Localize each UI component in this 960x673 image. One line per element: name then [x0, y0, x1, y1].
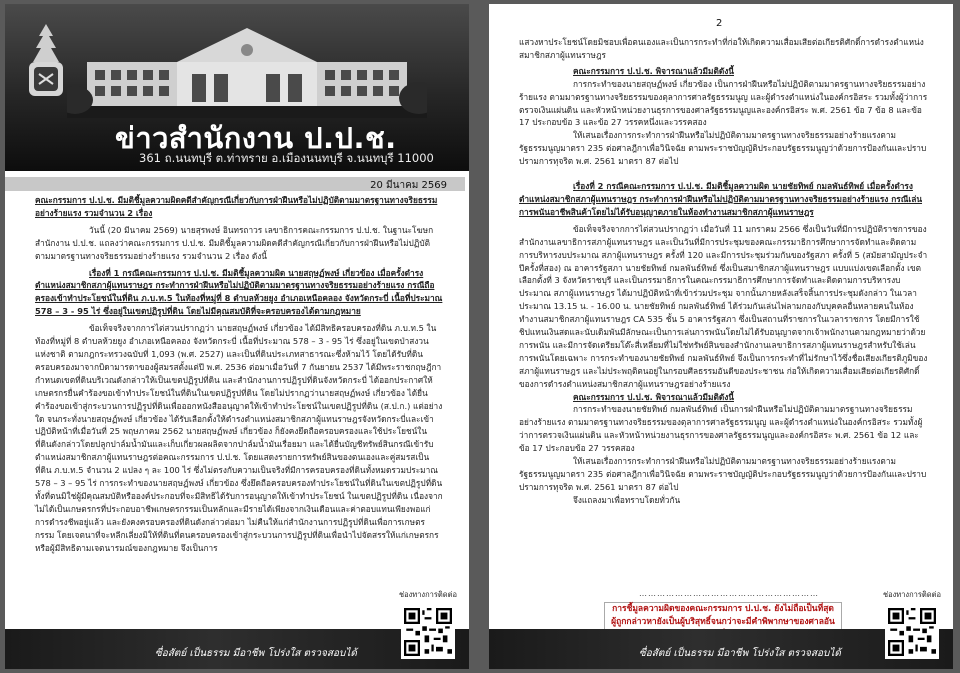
disclaimer-line-two: ผู้ถูกกล่าวหายังเป็นผู้บริสุทธิ์จนกว่าจะมีคำพิพากษาของศาลอัน	[611, 617, 835, 627]
case-two-title: เรื่องที่ 2 กรณีคณะกรรมการ ป.ป.ช. มีมติชี้มูลความผิด นายชัยทิพย์ กมลพันธ์ทิพย์ เมื่อครั้งดำรงตำแหน่งสมาชิกสภาผู้แทนราษฎร กระทำการฝ่าฝืนหรือไม่ปฏิบัติตามมาตรฐานทางจริยธรรมอย่างร้ายแรง กรณีเล่นการพนันอาชีพสินค้าโดยไม่ได้รับอนุญาตภายในห้องทำงานสมาชิกสภาผู้แทนราษฎร	[519, 181, 923, 217]
continued-text: แสวงหาประโยชน์โดยมิชอบเพื่อตนเองและเป็นการกระทำที่ก่อให้เกิดความเสื่อมเสียต่อเกียรติศักดิ์การดำรงตำแหน่งสมาชิกสภาผู้แทนราษฎร	[519, 37, 924, 60]
header-title: ข่าวสำนักงาน ป.ป.ช.	[115, 121, 397, 155]
case-two-result-heading: คณะกรรมการ ป.ป.ช. พิจารณาแล้วมีมติดังนี้	[573, 391, 734, 402]
page-two	[489, 4, 953, 669]
page-one	[5, 4, 469, 669]
headline: คณะกรรมการ ป.ป.ช. มีมติชี้มูลความผิดคดีสำคัญกรณีเกี่ยวกับการฝ่าฝืนหรือไม่ปฏิบัติตามมาตรฐานทางจริยธรรมอย่างร้ายแรง รวมจำนวน 2 เรื่อง	[35, 195, 438, 218]
intro-paragraph: วันนี้ (20 มีนาคม 2569) นายสุรพงษ์ อินทรถาวร เลขาธิการคณะกรรมการ ป.ป.ช. ในฐานะโฆษกสำนักงาน ป.ป.ช. แถลงว่าคณะกรรมการ ป.ป.ช. มีมติชี้มูลความผิดคดีสำคัญกรณีเกี่ยวกับการฝ่าฝืนหรือไม่ปฏิบัติตามมาตรฐานทางจริยธรรมอย่างร้ายแรง รวมจำนวน 2 เรื่อง ดังนี้	[35, 224, 434, 261]
case-one-title: เรื่องที่ 1 กรณีคณะกรรมการ ป.ป.ช. มีมติชี้มูลความผิด นายสฤษฏ์พงษ์ เกี่ยวข้อง เมื่อครั้งดำรงตำแหน่งสมาชิกสภาผู้แทนราษฎร กระทำการฝ่าฝืนหรือไม่ปฏิบัติตามมาตรฐานทางจริยธรรมอย่างร้ายแรง กรณีถือครองเข้าทำประโยชน์ในที่ดิน ภ.บ.ท.5 ในท้องที่หมู่ที่ 8 ตำบลห้วยยูง อำเภอเหนือคลอง จังหวัดกระบี่ เนื้อที่ประมาณ 578 – 3 - 95 ไร่ ซึ่งอยู่ในเขตปฏิรูปที่ดิน โดยไม่มีคุณสมบัติที่จะครอบครองได้ตามกฎหมาย	[35, 267, 443, 317]
qr-label: ช่องทางการติดต่อ	[399, 590, 457, 599]
qr-code-icon	[885, 605, 939, 659]
qr-code-contact[interactable]	[401, 605, 457, 663]
case-two-body: ข้อเท็จจริงจากการไต่สวนปรากฏว่า เมื่อวันที่ 11 มกราคม 2566 ซึ่งเป็นวันที่มีการปฏิบัติราชการของสำนักงานเลขาธิการสภาผู้แทนราษฎร และเป็นวันที่มีการประชุมของคณะกรรมาธิการศึกษาการจัดทำและติดตามการบริหารงบประมาณ สภาผู้แทนราษฎร ครั้งที่ 120 และมีการประชุมร่วมกันของรัฐสภา ครั้งที่ 5 (สมัยสามัญประจำปีครั้งที่สอง) ณ อาคารรัฐสภา นายชัยทิพย์ กมลพันธ์ทิพย์ ซึ่งเป็นสมาชิกสภาผู้แทนราษฎร แบบแบ่งเขตเลือกตั้ง เขตเลือกตั้งที่ 3 จังหวัดราชบุรี และเป็นกรรมาธิการในคณะกรรมาธิการศึกษาการจัดทำและติดตามการบริหารงบประมาณ สภาผู้แทนราษฎร ได้มาปฏิบัติหน้าที่เข้าร่วมประชุม จากนั้นภายหลังเสร็จสิ้นการประชุมดังกล่าว ในเวลาประมาณ 13.15 น. - 16.00 น. นายชัยทิพย์ กมลพันธ์ทิพย์ ได้ร่วมกันเล่นไพ่ลามกองกับบุคคลอื่นหลายคนในห้องทำงานสมาชิกสภาผู้แทนราษฎร CA 535 ชั้น 5 อาคารรัฐสภา ซึ่งเป็นสถานที่ราชการในเวลาราชการ โดยมีการใช้ชิปแทนเงินสดและนับเดิมพันมีลักษณะเป็นการเล่นการพนันโดยไม่ได้รับอนุญาตจากเจ้าพนักงานตามกฎหมายว่าด้วยการพนัน และมีการจัดเตรียมโต๊ะสี่เหลี่ยมที่ไม่ใช่ทรัพย์สินของสำนักงานเลขาธิการสภาผู้แทนราษฎรสำหรับใช้เล่นการพนันโดยเฉพาะ การกระทำของนายชัยทิพย์ กมลพันธ์ทิพย์ จึงเป็นการกระทำที่ไม่รักษาไว้ซึ่งชื่อเสียงเกียรติภูมิของสภาผู้แทนราษฎร และไม่ประพฤติตนอยู่ในกรอบศีลธรรมอันดีของประชาชน ก่อให้เกิดความเสื่อมเสียต่อเกียรติศักดิ์ของการดำรงตำแหน่งสมาชิกสภาผู้แทนราษฎรอย่างร้ายแรง	[519, 223, 928, 389]
qr-label: ช่องทางการติดต่อ	[883, 590, 941, 599]
nacc-emblem-icon	[23, 22, 69, 102]
page-two-body	[519, 36, 929, 507]
qr-code-contact[interactable]	[885, 605, 941, 663]
footer-bar	[489, 629, 953, 669]
release-date: 20 มีนาคม 2569	[370, 180, 447, 191]
page-number: 2	[716, 18, 723, 29]
date-bar	[5, 177, 465, 191]
footer-slogan: ซื่อสัตย์ เป็นธรรม มีอาชีพ โปร่งใส ตรวจสอบได้	[155, 648, 357, 659]
header-banner	[5, 4, 469, 171]
disclaimer-line-one: การชี้มูลความผิดของคณะกรรมการ ป.ป.ช. ยังไม่ถือเป็นที่สุด	[612, 604, 834, 614]
case-two-referral: ให้เสนอเรื่องการกระทำการฝ่าฝืนหรือไม่ปฏิบัติตามมาตรฐานทางจริยธรรมอย่างร้ายแรงตามรัฐธรรมนูญมาตรา 235 ต่อศาลฎีกาเพื่อวินิจฉัย ตามพระราชบัญญัติประกอบรัฐธรรมนูญว่าด้วยการป้องกันและปราบปรามการทุจริต พ.ศ. 2561 มาตรา 87 ต่อไป	[519, 456, 927, 492]
footer-slogan: ซื่อสัตย์ เป็นธรรม มีอาชีพ โปร่งใส ตรวจสอบได้	[639, 648, 841, 659]
separator-dots: ……………………………………………………	[639, 589, 819, 598]
qr-code-icon	[401, 605, 455, 659]
case-one-result: การกระทำของนายสฤษฏ์พงษ์ เกี่ยวข้อง เป็นการฝ่าฝืนหรือไม่ปฏิบัติตามมาตรฐานทางจริยธรรมอย่างร้ายแรง ตามมาตรฐานทางจริยธรรมของตุลาการศาลรัฐธรรมนูญ และผู้ดำรงตำแหน่งในองค์กรอิสระ รวมทั้งผู้ว่าการตรวจเงินแผ่นดิน และหัวหน้าหน่วยงานธุรการของศาลรัฐธรรมนูญและองค์กรอิสระ พ.ศ. 2561 ข้อ 7 ข้อ 8 และข้อ 17 ประกอบข้อ 3 และข้อ 27 วรรคหนึ่งและวรรคสอง	[519, 78, 928, 128]
case-one-referral: ให้เสนอเรื่องการกระทำการฝ่าฝืนหรือไม่ปฏิบัติตามมาตรฐานทางจริยธรรมอย่างร้ายแรงตามรัฐธรรมนูญมาตรา 235 ต่อศาลฎีกาเพื่อวินิจฉัย ตามพระราชบัญญัติประกอบรัฐธรรมนูญว่าด้วยการป้องกันและปราบปรามการทุจริต พ.ศ. 2561 มาตรา 87 ต่อไป	[519, 130, 927, 167]
case-two-result: การกระทำของนายชัยทิพย์ กมลพันธ์ทิพย์ เป็นการฝ่าฝืนหรือไม่ปฏิบัติตามมาตรฐานทางจริยธรรมอย่างร้ายแรง ตามมาตรฐานทางจริยธรรมของตุลาการศาลรัฐธรรมนูญ และผู้ดำรงตำแหน่งในองค์กรอิสระ รวมทั้งผู้ว่าการตรวจเงินแผ่นดิน และหัวหน้าหน่วยงานธุรการของศาลรัฐธรรมนูญและองค์กรอิสระ พ.ศ. 2561 ข้อ 12 และข้อ 17 ประกอบข้อ 27 วรรคสอง	[519, 404, 923, 454]
page-one-body	[35, 194, 443, 554]
header-address: 361 ถ.นนทบุรี ต.ท่าทราย อ.เมืองนนทบุรี จ.นนทบุรี 11000	[139, 151, 434, 165]
footer-bar	[5, 629, 469, 669]
case-one-body: ข้อเท็จจริงจากการไต่สวนปรากฏว่า นายสฤษฏ์พงษ์ เกี่ยวข้อง ได้มีสิทธิครอบครองที่ดิน ภ.บ.ท.5 ในท้องที่หมู่ที่ 8 ตำบลห้วยยูง อำเภอเหนือคลอง จังหวัดกระบี่ เนื้อที่ประมาณ 578 – 3 - 95 ไร่ ซึ่งอยู่ในเขตป่าสงวนแห่งชาติ ตามกฎกระทรวงฉบับที่ 1,093 (พ.ศ. 2527) และเป็นที่ดินประเภทสาธารณะซึ่งห้ามไว้ โดยได้รับที่ดินครอบครองมาจากบิดามารดาของผู้สมรสตั้งแต่ปี พ.ศ. 2536 ต่อมาเมื่อวันที่ 7 กันยายน 2537 ได้มีพระราชกฤษฎีกากำหนดเขตที่ดินบริเวณดังกล่าวให้เป็นเขตปฏิรูปที่ดิน และสำนักงานการปฏิรูปที่ดินจังหวัดกระบี่ ได้ออกประกาศให้เกษตรกรยื่นคำร้องขอเข้าทำประโยชน์ในที่ดินในเขตปฏิรูปที่ดิน โดยไม่ปรากฏว่านายสฤษฏ์พงษ์ เกี่ยวข้อง ได้ยื่นคำร้องขอเข้าสู่กระบวนการปฏิรูปที่ดินเพื่อออกหนังสืออนุญาตให้เข้าทำประโยชน์ในเขตปฏิรูปที่ดิน (ส.ป.ก.) แต่อย่างใด จนกระทั่งนายสฤษฏ์พงษ์ เกี่ยวข้อง ได้รับเลือกตั้งให้ดำรงตำแหน่งสมาชิกสภาผู้แทนราษฎรจังหวัดกระบี่และเข้าปฏิบัติหน้าที่เมื่อวันที่ 25 พฤษภาคม 2562 นายสฤษฏ์พงษ์ เกี่ยวข้อง ก็ยังคงยึดถือครอบครองและใช้ประโยชน์ในที่ดินดังกล่าวโดยปลูกปาล์มน้ำมันและเก็บเกี่ยวผลผลิตจากปาล์มน้ำมันเรื่อยมา และได้ยื่นบัญชีทรัพย์สินกรณีเข้ารับตำแหน่งสมาชิกสภาผู้แทนราษฎรต่อคณะกรรมการ ป.ป.ช. โดยแสดงรายการทรัพย์สินของตนเองและคู่สมรสเป็นที่ดิน ภ.บ.ท.5 จำนวน 2 แปลง ๆ ละ 100 ไร่ ซึ่งไม่ตรงกับความเป็นจริงที่มีการครอบครองที่ดินทั้งหมดรวมประมาณ 578 – 3 – 95 ไร่ การกระทำของนายสฤษฏ์พงษ์ เกี่ยวข้อง ซึ่งยึดถือครอบครองทำประโยชน์ในที่ดินในเขตปฏิรูปที่ดิน ทั้งที่ตนมิใช่ผู้มีคุณสมบัติหรือองค์ประกอบที่จะมีสิทธิได้รับการอนุญาตให้เข้าทำประโยชน์ ในเขตปฏิรูปที่ดิน เนื่องจากไม่ได้เป็นเกษตรกรที่ประกอบอาชีพเกษตรกรรมเป็นหลักและมีรายได้เพียงจากเงินเดือนและค่าตอบแทนเพียงพอแก่การดำรงชีพอยู่แล้ว และยังคงครอบครองที่ดินดังกล่าวต่อมา ไม่คืนให้แก่สำนักงานการปฏิรูปที่ดินเพื่อการเกษตรกรรม โดยเจตนาที่จะหลีกเลี่ยงมิให้ที่ดินที่ตนครอบครองเข้าสู่กระบวนการปฏิรูปที่ดินเพื่อนำไปจัดสรรให้แก่เกษตรกรหรือผู้มีสิทธิตามเจตนารมณ์ของกฎหมาย จึงเป็นการ	[35, 323, 443, 553]
closing-line: จึงแถลงมาเพื่อทราบโดยทั่วกัน	[573, 494, 681, 505]
building-photo	[67, 22, 427, 118]
case-one-result-heading: คณะกรรมการ ป.ป.ช. พิจารณาแล้วมีมติดังนี้	[573, 65, 734, 76]
